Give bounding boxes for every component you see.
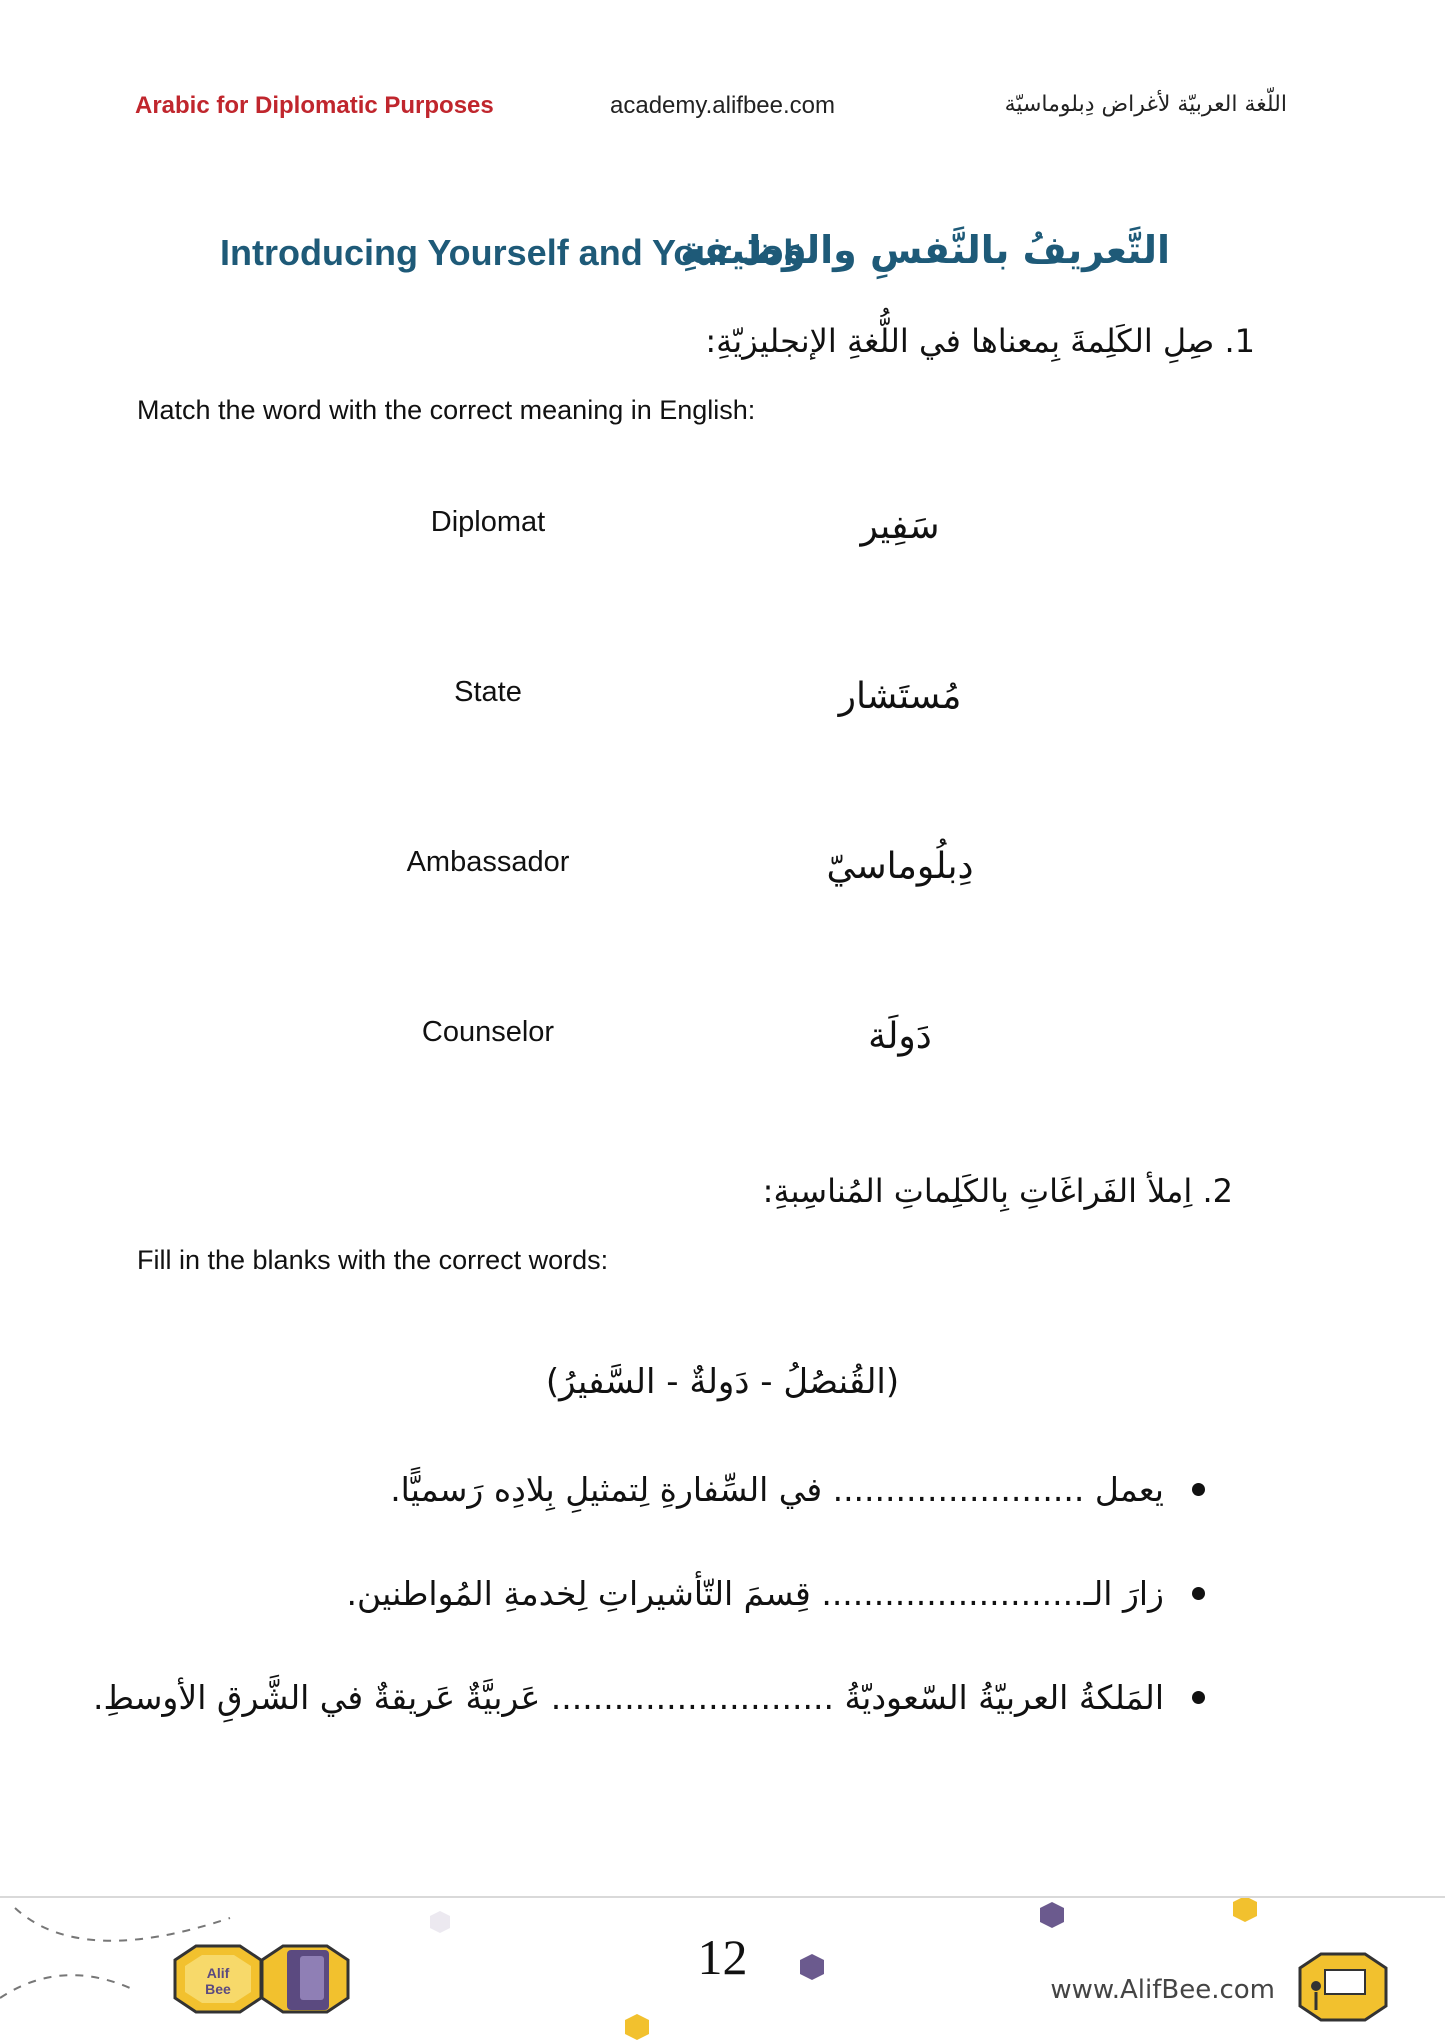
fill-sentence[interactable] <box>347 1574 1205 1613</box>
hexagon-icon <box>1233 1898 1257 1922</box>
fill-sentence[interactable] <box>93 1678 1205 1717</box>
page-number: 12 <box>697 1929 748 1985</box>
word-bank: (القُنصُلُ - دَولةٌ - السَّفيرُ) <box>545 1362 900 1402</box>
bullet-icon <box>1192 1587 1205 1600</box>
match-arabic-word[interactable]: دَولَة <box>868 1016 932 1057</box>
lesson-title-arabic: التَّعريفُ بالنَّفسِ والوَظيفةِ <box>680 228 1170 272</box>
match-arabic-word[interactable]: دِبلُوماسيّ <box>826 846 974 887</box>
bullet-icon <box>1192 1483 1205 1496</box>
match-row <box>0 506 1445 566</box>
match-english-word[interactable]: Counselor <box>421 1016 555 1048</box>
hexagon-icon <box>1040 1902 1064 1928</box>
fill-sentence-text: المَلكةُ العربيّةُ السّعوديّةُ ........................... عَربيَّةٌ عَريقةٌ في الشَّرقِ الأوسطِ. <box>92 1678 1164 1717</box>
match-english-word[interactable]: Diplomat <box>430 506 546 538</box>
fill-sentence-text: يعمل ........................ في السِّفارةِ لِتمثيلِ بِلادِه رَسميًّا. <box>390 1470 1164 1509</box>
exercise2-instruction-english: Fill in the blanks with the correct words: <box>137 1245 609 1275</box>
exercise1-instruction-english: Match the word with the correct meaning in English: <box>137 395 756 425</box>
fill-sentence-text: زارَ الـ......................... قِسمَ التّأشيراتِ لِخدمةِ المُواطنين. <box>346 1574 1164 1613</box>
header-website[interactable]: academy.alifbee.com <box>610 92 835 119</box>
match-arabic-word[interactable]: مُستَشار <box>838 676 962 717</box>
match-english-word[interactable]: State <box>454 676 522 708</box>
header-course-title: Arabic for Diplomatic Purposes <box>135 92 494 119</box>
exercise1-instruction-arabic: 1. صِلِ الكَلِمةَ بِمعناها في اللُّغةِ الإنجليزيّةِ: <box>705 322 1255 360</box>
lesson-title-english: Introducing Yourself and Your Job <box>220 232 806 273</box>
footer-website[interactable]: www.AlifBee.com <box>1050 1975 1275 2005</box>
match-arabic-word[interactable]: سَفِير <box>860 506 940 547</box>
match-english-word[interactable]: Ambassador <box>406 846 570 878</box>
bullet-icon <box>1192 1691 1205 1704</box>
svg-text:Bee: Bee <box>205 1981 231 1997</box>
match-row <box>0 676 1445 736</box>
header-arabic-title: اللّغة العربيّة لأغراض دِبلوماسيّة <box>1004 92 1287 117</box>
match-row <box>0 1016 1445 1076</box>
fill-sentence[interactable] <box>390 1470 1205 1509</box>
match-row <box>0 846 1445 906</box>
exercise2-instruction-arabic: 2. اِملأ الفَراغَاتِ بِالكَلِماتِ المُناسِبةِ: <box>762 1172 1233 1210</box>
hexagon-icon <box>625 2014 649 2040</box>
svg-text:Alif: Alif <box>206 1965 230 1981</box>
